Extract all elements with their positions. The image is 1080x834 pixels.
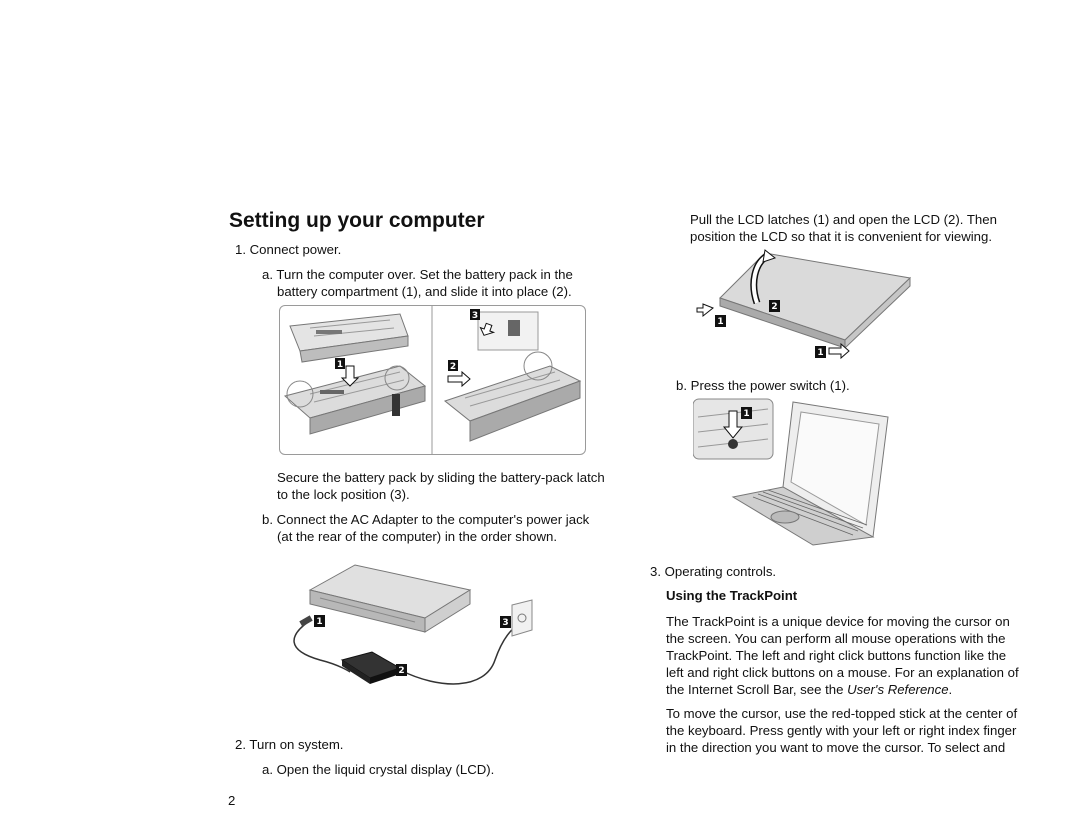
callout-1-left-latch: 1	[717, 317, 724, 327]
step-2b-text: b. Press the power switch (1).	[676, 378, 850, 393]
power-switch-figure	[693, 397, 893, 547]
step-1b-line2: (at the rear of the computer) in the order shown.	[277, 529, 558, 544]
callout-1-power: 1	[743, 409, 750, 419]
ac-adapter-figure	[280, 560, 560, 710]
ac-adapter-brick	[342, 652, 400, 684]
tp-para2-line1: To move the cursor, use the red-topped stick at the center of	[666, 706, 1018, 721]
callout-1-battery: 1	[336, 360, 344, 370]
lcd-line2: position the LCD so that it is convenient for viewing.	[690, 229, 993, 244]
battery-illustration	[280, 306, 585, 454]
power-switch-illustration	[693, 397, 893, 547]
page-number: 2	[228, 793, 236, 808]
tp-para1-line5-b: .	[948, 682, 953, 697]
lcd-open-illustration	[695, 248, 915, 363]
laptop-underside-left	[285, 366, 425, 434]
lcd-line1: Pull the LCD latches (1) and open the LCD (2). Then	[690, 212, 997, 227]
secure-line1: Secure the battery pack by sliding the battery-pack latch	[277, 470, 605, 485]
wall-outlet	[512, 600, 532, 636]
tp-para1-line1: The TrackPoint is a unique device for moving the cursor on	[666, 614, 1010, 629]
callout-2-lid: 2	[771, 302, 778, 312]
lcd-open-figure	[695, 248, 915, 363]
tp-para1-line5	[666, 681, 952, 698]
tp-para2-line2: the keyboard. Press gently with your left or right index finger	[666, 723, 1017, 738]
callout-2-slide: 2	[449, 362, 457, 372]
callout-1-right-latch: 1	[817, 348, 824, 358]
laptop-closed-drawing	[310, 565, 470, 632]
trackpoint-heading: Using the TrackPoint	[666, 588, 798, 603]
tp-para2-line3: in the direction you want to move the cursor. To select and	[666, 740, 1006, 755]
callout-3-outlet: 3	[502, 618, 509, 628]
ac-adapter-illustration	[280, 560, 560, 710]
laptop-closed-lid	[720, 253, 910, 348]
callout-3-latch: 3	[471, 311, 479, 321]
step-1a-line1: a. Turn the computer over. Set the battery pack in the	[262, 267, 573, 282]
secure-line2: to the lock position (3).	[277, 487, 410, 502]
tp-para1-line4: left and right click buttons on a mouse. For an explanation of	[666, 665, 1019, 680]
step-2-text: 2. Turn on system.	[235, 737, 344, 752]
callout-1-plug: 1	[316, 617, 323, 627]
tp-para1-line3: TrackPoint. The left and right click buttons function like the	[666, 648, 1007, 663]
step-3-text: 3. Operating controls.	[650, 564, 777, 579]
tp-para1-line2: the screen. You can perform all mouse operations with the	[666, 631, 1006, 646]
tp-para1-line5-a: the Internet Scroll Bar, see the	[666, 682, 848, 697]
page-title: Setting up your computer	[229, 209, 485, 232]
laptop-underside-right	[445, 352, 580, 441]
step-1a-line2: battery compartment (1), and slide it into place (2).	[277, 284, 572, 299]
battery-pack-drawing	[290, 314, 408, 362]
step-2a-text: a. Open the liquid crystal display (LCD).	[262, 762, 495, 777]
battery-install-figure	[279, 305, 586, 455]
step-1b-line1: b. Connect the AC Adapter to the computer's power jack	[262, 512, 590, 527]
users-reference-title: User's Reference	[847, 682, 949, 697]
callout-2-adapter: 2	[398, 666, 405, 676]
step-1-text: 1. Connect power.	[235, 242, 342, 257]
